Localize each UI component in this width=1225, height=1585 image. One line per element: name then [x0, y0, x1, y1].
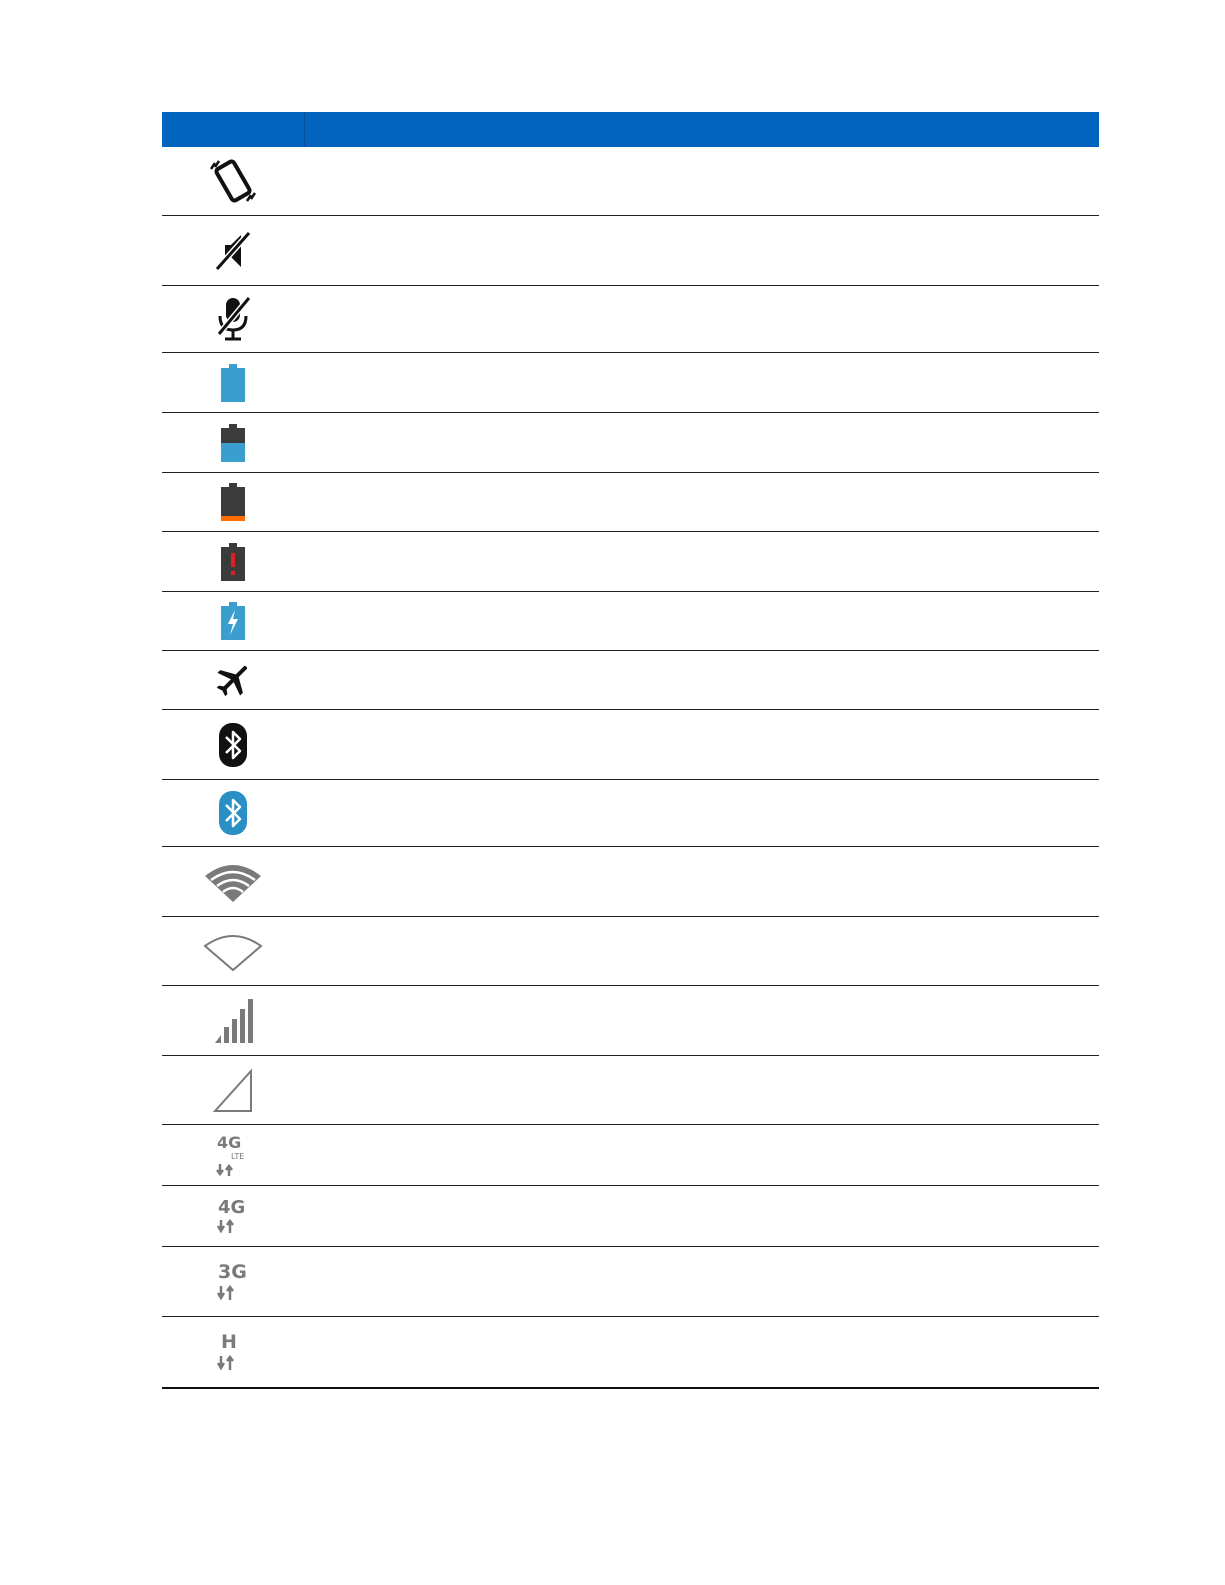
table-row	[162, 216, 1099, 286]
airplane-mode-icon	[162, 651, 304, 709]
row-description	[312, 986, 1091, 1055]
row-description	[312, 592, 1091, 650]
battery-critical-icon	[162, 532, 304, 591]
row-description	[312, 780, 1091, 846]
row-description	[312, 353, 1091, 412]
table-row	[162, 532, 1099, 592]
bluetooth-connected-icon	[162, 780, 304, 846]
table-row	[162, 1125, 1099, 1186]
status-icons-table	[162, 112, 1099, 1389]
table-row	[162, 917, 1099, 986]
battery-partial-icon	[162, 413, 304, 472]
table-row	[162, 1317, 1099, 1389]
hspa-data-icon	[162, 1317, 304, 1387]
battery-low-icon	[162, 473, 304, 531]
battery-charging-icon	[162, 592, 304, 650]
table-row	[162, 847, 1099, 917]
network-type-label: 4G	[218, 1197, 246, 1218]
row-description	[312, 1317, 1091, 1387]
row-description	[312, 1056, 1091, 1124]
row-description	[312, 710, 1091, 779]
cellular-full-icon	[162, 986, 304, 1055]
bluetooth-on-icon	[162, 710, 304, 779]
table-row	[162, 986, 1099, 1056]
table-row	[162, 286, 1099, 353]
row-description	[312, 1186, 1091, 1246]
row-description	[312, 286, 1091, 352]
row-description	[312, 147, 1091, 215]
cellular-no-signal-icon	[162, 1056, 304, 1124]
table-row	[162, 353, 1099, 413]
table-row	[162, 651, 1099, 710]
header-divider	[304, 112, 305, 147]
vibrate-icon	[162, 147, 304, 215]
row-description	[312, 413, 1091, 472]
4g-lte-data-icon	[162, 1125, 304, 1185]
table-header	[162, 112, 1099, 147]
wifi-no-signal-icon	[162, 917, 304, 985]
wifi-full-icon	[162, 847, 304, 916]
microphone-off-icon	[162, 286, 304, 352]
4g-data-icon	[162, 1186, 304, 1246]
table-row	[162, 592, 1099, 651]
network-type-label: 4G	[217, 1133, 242, 1152]
row-description	[312, 1247, 1091, 1316]
mute-icon	[162, 216, 304, 285]
row-description	[312, 216, 1091, 285]
table-row	[162, 1056, 1099, 1125]
row-description	[312, 473, 1091, 531]
table-row	[162, 147, 1099, 216]
row-description	[312, 847, 1091, 916]
lte-sub-label: LTE	[231, 1152, 245, 1161]
table-row	[162, 710, 1099, 780]
network-type-label: 3G	[218, 1260, 247, 1283]
row-description	[312, 917, 1091, 985]
3g-data-icon	[162, 1247, 304, 1316]
table-row	[162, 780, 1099, 847]
table-row	[162, 1247, 1099, 1317]
row-description	[312, 532, 1091, 591]
table-row	[162, 473, 1099, 532]
battery-full-icon	[162, 353, 304, 412]
table-row	[162, 413, 1099, 473]
network-type-label: H	[221, 1331, 237, 1353]
table-row	[162, 1186, 1099, 1247]
row-description	[312, 651, 1091, 709]
row-description	[312, 1125, 1091, 1185]
